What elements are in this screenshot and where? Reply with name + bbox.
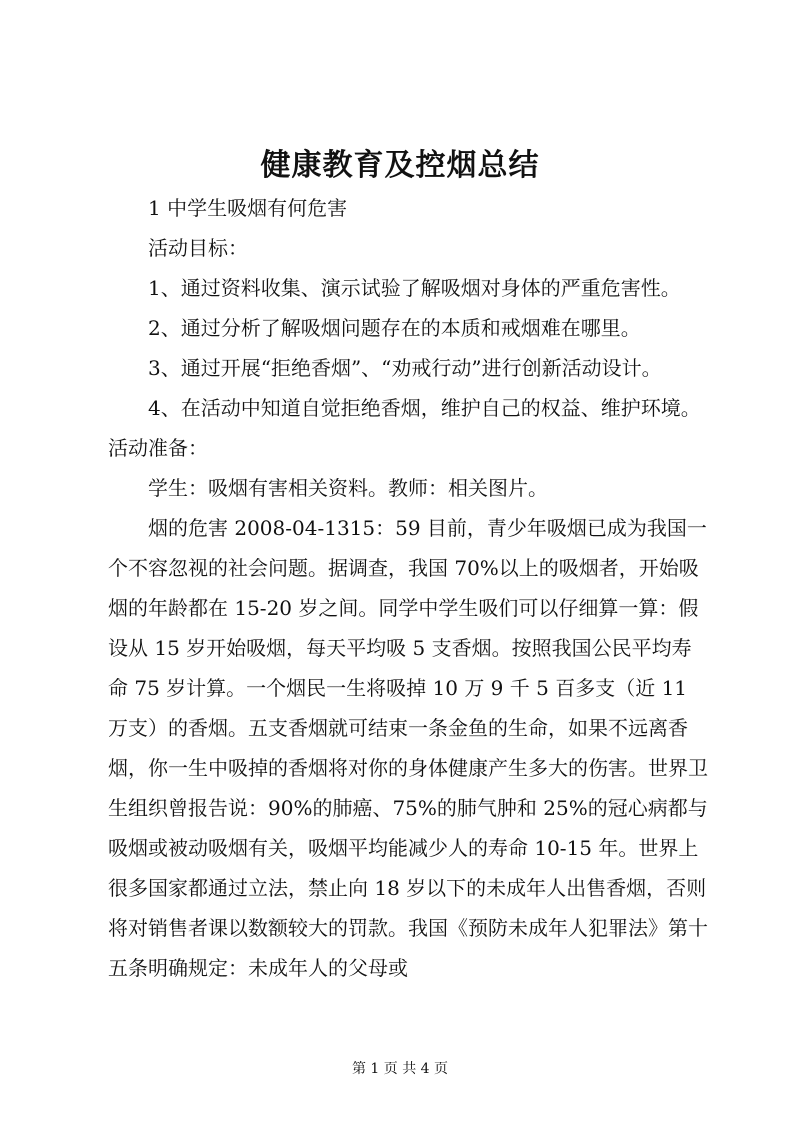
materials-line: 学生：吸烟有害相关资料。教师：相关图片。	[148, 476, 548, 500]
goal-item-4: 4、在活动中知道自觉拒绝香烟，维护自己的权益、维护环境。活动准备：	[108, 396, 701, 460]
section-heading: 1 中学生吸烟有何危害	[148, 196, 348, 220]
goal-item-1: 1、通过资料收集、演示试验了解吸烟对身体的严重危害性。	[148, 276, 681, 300]
page-footer: 第 1 页 共 4 页	[351, 1061, 449, 1077]
activity-goals-label: 活动目标：	[148, 236, 248, 260]
goal-item-3: 3、通过开展“拒绝香烟”、“劝戒行动”进行创新活动设计。	[148, 356, 662, 380]
goal-item-2: 2、通过分析了解吸烟问题存在的本质和戒烟难在哪里。	[148, 316, 641, 340]
body-paragraph: 烟的危害 2008-04-1315：59 目前，青少年吸烟已成为我国一个不容忽视的社会问题。据调查，我国 70%以上的吸烟者，开始吸烟的年龄都在 15-20 岁之间。同学中学生吸们可以仔细算一算：假设从 15 岁开始吸烟，每天平均吸 5 支香烟。按照我国公民平均寿命 75 岁计算。一个烟民一生将吸掉 10 万 9 千 5 百多支（近 11 万支）的香烟。五支香烟就可结束一条金鱼的生命，如果不远离香烟，你一生中吸掉的香烟将对你的身体健康产生多大的伤害。世界卫生组织曾报告说：90%的肺癌、75%的肺气肿和 25%的冠心病都与吸烟或被动吸烟有关，吸烟平均能减少人的寿命 10-15 年。世界上很多国家都通过立法，禁止向 18 岁以下的未成年人出售香烟，否则将对销售者课以数额较大的罚款。我国《预防未成年人犯罪法》第十五条明确规定：未成年人的父母或	[108, 516, 708, 980]
document-title: 健康教育及控烟总结	[260, 148, 540, 183]
